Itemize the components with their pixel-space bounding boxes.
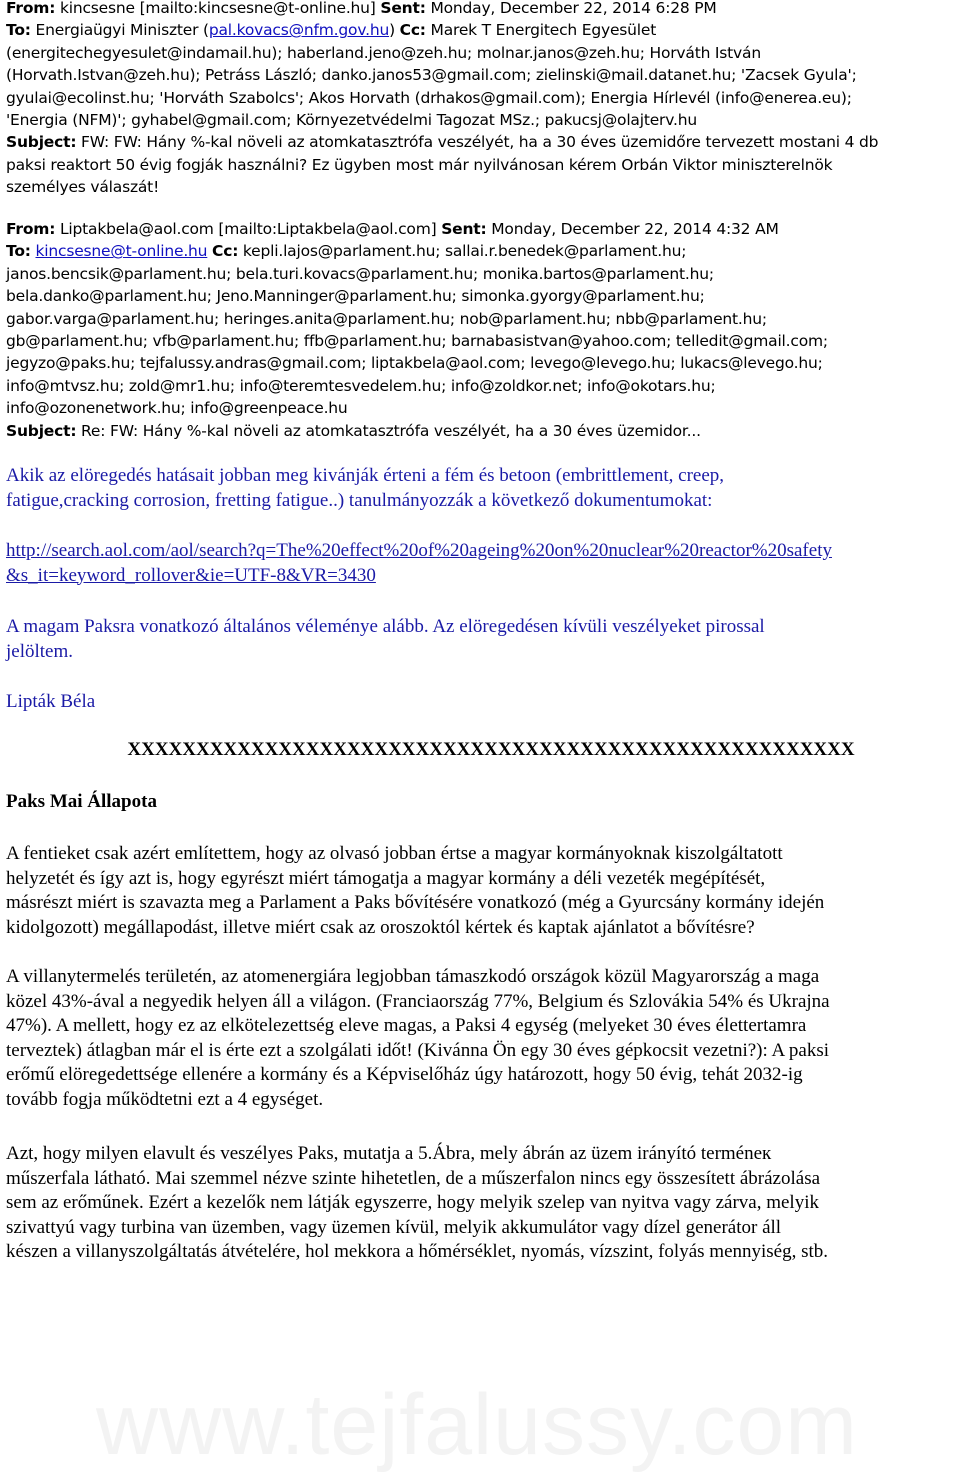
cc-line: gabor.varga@parlament.hu; heringes.anita@parlament.hu; nob@parlament.hu; nbb@parlament.hu; (6, 309, 767, 328)
cc-line: (Horvath.Istvan@zeh.hu); Petráss László; danko.janos53@gmail.com; zielinski@mail.datanet.hu; 'Zacsek Gyula'; (6, 66, 857, 85)
paragraph-line: 47%). A mellett, hogy ez az elkötelezettség eleve magas, a Paksi 4 egység (melyeket 30 éves élettertamra (6, 1015, 807, 1036)
cc-line: (energitechegyesulet@indamail.hu); haberland.jeno@zeh.hu; molnar.janos@zeh.hu; Horváth István (6, 43, 761, 62)
url-line[interactable]: &s_it=keyword_rollover&ie=UTF-8&VR=3430 (6, 564, 376, 586)
paragraph-line: készen a villanyszolgáltatás átvételére, hol mekkora a hőmérséklet, nyomás, vízszint, folyás mennyiség, stb. (6, 1241, 829, 1262)
url-line[interactable]: http://search.aol.com/aol/search?q=The%20effect%20of%20ageing%20on%20nuclear%20reactor%20safety (6, 540, 832, 561)
from-value: Liptakbela@aol.com [mailto:Liptakbela@aol.com] (55, 220, 442, 238)
cc-label: Cc: (212, 242, 239, 261)
to-value: Energiaügyi Miniszter ( (30, 21, 209, 40)
reference-link[interactable] (6, 539, 960, 588)
to-email-link[interactable]: kincsesne@t-online.hu (35, 242, 208, 261)
opinion-line: jelöltem. (6, 640, 74, 662)
subject-line (6, 420, 956, 442)
paragraph-line: szivattyú vagy turbina van üzemben, vagy üzemen kívül, melyik akkumulátor vagy dízel generátor áll (6, 1216, 782, 1238)
header-to-line (6, 19, 956, 41)
watermark: www.tejfalussy.com (96, 1377, 858, 1473)
paragraph-line: helyzetét és így azt is, hogy egyrészt miért támogatja a magyar kormány a déli vezeték megépítését, (6, 867, 766, 889)
from-label: From: (6, 0, 56, 17)
sent-label: Sent: (441, 220, 487, 238)
signature: Lipták Béla (6, 691, 96, 712)
cc-line: gb@parlament.hu; vfb@parlament.hu; ffb@parlament.hu; barnabasistvan@yahoo.com; telledit@gmail.com; (6, 332, 828, 351)
cc-line: info@ozonenetwork.hu; info@greenpeace.hu (6, 399, 348, 418)
intro-line: fatigue,cracking corrosion, fretting fatigue..) tanulmányozzák a következő dokumentumokat: (6, 489, 713, 511)
to-email-link[interactable]: pal.kovacs@nfm.gov.hu (208, 21, 390, 40)
cc-line: janos.bencsik@parlament.hu; bela.turi.kovacs@parlament.hu; monika.bartos@parlament.hu; (6, 264, 714, 283)
subject-label: Subject: (6, 133, 77, 152)
paragraph-line: erőmű elöregedettsége ellenére a kormány és a Képviselőház úgy határozott, hogy 50 évig, tehát 2032-ig (6, 1064, 803, 1085)
section-title: Paks Mai Állapota (6, 791, 157, 812)
subject-line: személyes válaszát! (6, 178, 160, 197)
opinion-line: A magam Paksra vonatkozó általános véleménye alább. Az elöregedésen kívüli veszélyeket pirossal (6, 616, 765, 637)
body-paragraph-3 (6, 1142, 956, 1265)
to-label: To: (6, 242, 31, 261)
paragraph-line: tovább fogja működtetni ezt a 4 egységet. (6, 1088, 324, 1110)
cc-line: gyulai@ecolinst.hu; 'Horváth Szabolcs'; Akos Horvath (drhakos@gmail.com); Energia Hírlevél (info@enerea.eu); (6, 88, 852, 107)
opinion-paragraph (6, 615, 956, 664)
subject-value: Re: FW: Hány %-kal növeli az atomkatasztrófa veszélyét, ha a 30 éves üzemidor... (76, 421, 701, 440)
to-label: To: (6, 21, 31, 40)
paragraph-line: A villanytermelés területén, az atomenergiára legjobban támaszkodó országok közül Magyarország a maga (6, 966, 820, 987)
paragraph-line: műszerfala látható. Mai szemmel nézve szinte hihetetlen, de a műszerfalon nincs egy összesített ábrázolása (6, 1167, 821, 1189)
sent-label: Sent: (380, 0, 426, 17)
email-header-1 (6, 0, 956, 199)
intro-paragraph (6, 464, 956, 513)
sent-value: Monday, December 22, 2014 6:28 PM (425, 0, 717, 17)
body-paragraph-1 (6, 842, 956, 940)
paragraph-line: sem az erőműnek. Ezért a kezelők nem látják egyszerre, hogy melyik szelep van nyitva vagy zárva, melyik (6, 1192, 819, 1213)
email-header-2 (6, 218, 956, 442)
cc-value: Marek T Energitech Egyesület (425, 21, 657, 40)
subject-label: Subject: (6, 421, 77, 440)
from-label: From: (6, 220, 56, 238)
subject-line (6, 131, 956, 153)
to-value-end: ) (389, 21, 400, 40)
cc-value: kepli.lajos@parlament.hu; sallai.r.benedek@parlament.hu; (238, 242, 687, 261)
cc-line: bela.danko@parlament.hu; Jeno.Manninger@parlament.hu; simonka.gyorgy@parlament.hu; (6, 287, 705, 306)
from-value: kincsesne [mailto:kincsesne@t-online.hu] (55, 0, 381, 17)
paragraph-line: terveztek) átlagban már el is érte ezt a szolgálati időt! (Kivánna Ön egy 30 éves gépkocsit vezetni?): A paksi (6, 1039, 830, 1061)
header-to-line (6, 240, 956, 262)
cc-line: 'Energia (NFM)'; gyhabel@gmail.com; Környezetvédelmi Tagozat MSz.; pakucsj@olajterv.hu (6, 111, 697, 130)
body-paragraph-2 (6, 965, 956, 1112)
cc-line: jegyzo@paks.hu; tejfalussy.andras@gmail.com; liptakbela@aol.com; levego@levego.hu; lukacs@levego.hu; (6, 354, 823, 373)
paragraph-line: másrészt miért is szavazta meg a Parlament a Paks bővítésére vonatkozó (még a Gyurcsány kormány idején (6, 892, 825, 913)
cc-label: Cc: (399, 21, 426, 40)
cc-line: info@mtvsz.hu; zold@mr1.hu; info@teremtesvedelem.hu; info@zoldkor.net; info@okotars.hu; (6, 376, 716, 395)
subject-value: FW: FW: Hány %-kal növeli az atomkatasztrófa veszélyét, ha a 30 éves üzemidőre tervezett mostani 4 db (76, 133, 879, 152)
paragraph-line: A fentieket csak azért említettem, hogy az olvasó jobban értse a magyar kormányoknak kiszolgáltatott (6, 843, 783, 864)
header-from-line (6, 218, 956, 240)
sent-value: Monday, December 22, 2014 4:32 AM (486, 220, 779, 238)
header-from-line (6, 0, 956, 19)
paragraph-line: kidolgozott) megállapodást, illetve miért csak az oroszoktól kértek és kaptak ajánlatot a bővítésre? (6, 916, 755, 938)
separator-line: XXXXXXXXXXXXXXXXXXXXXXXXXXXXXXXXXXXXXXXXXXXXXXXXXXXXX (127, 739, 855, 760)
paragraph-line: közel 43%-ával a negyedik helyen áll a világon. (Franciaország 77%, Belgium és Szlovákia 54% és Ukrajna (6, 990, 830, 1012)
intro-line: Akik az elöregedés hatásait jobban meg kivánják érteni a fém és betoon (embrittlement, creep, (6, 465, 725, 486)
subject-line: paksi reaktort 50 évig fogják használni? Ez ügyben most már nyilvánosan kérem Orbán Viktor miniszterelnök (6, 155, 833, 174)
paragraph-line: Azt, hogy milyen elavult és veszélyes Paks, mutatja a 5.Ábra, mely ábrán az üzem irányító terméneк (6, 1143, 772, 1164)
